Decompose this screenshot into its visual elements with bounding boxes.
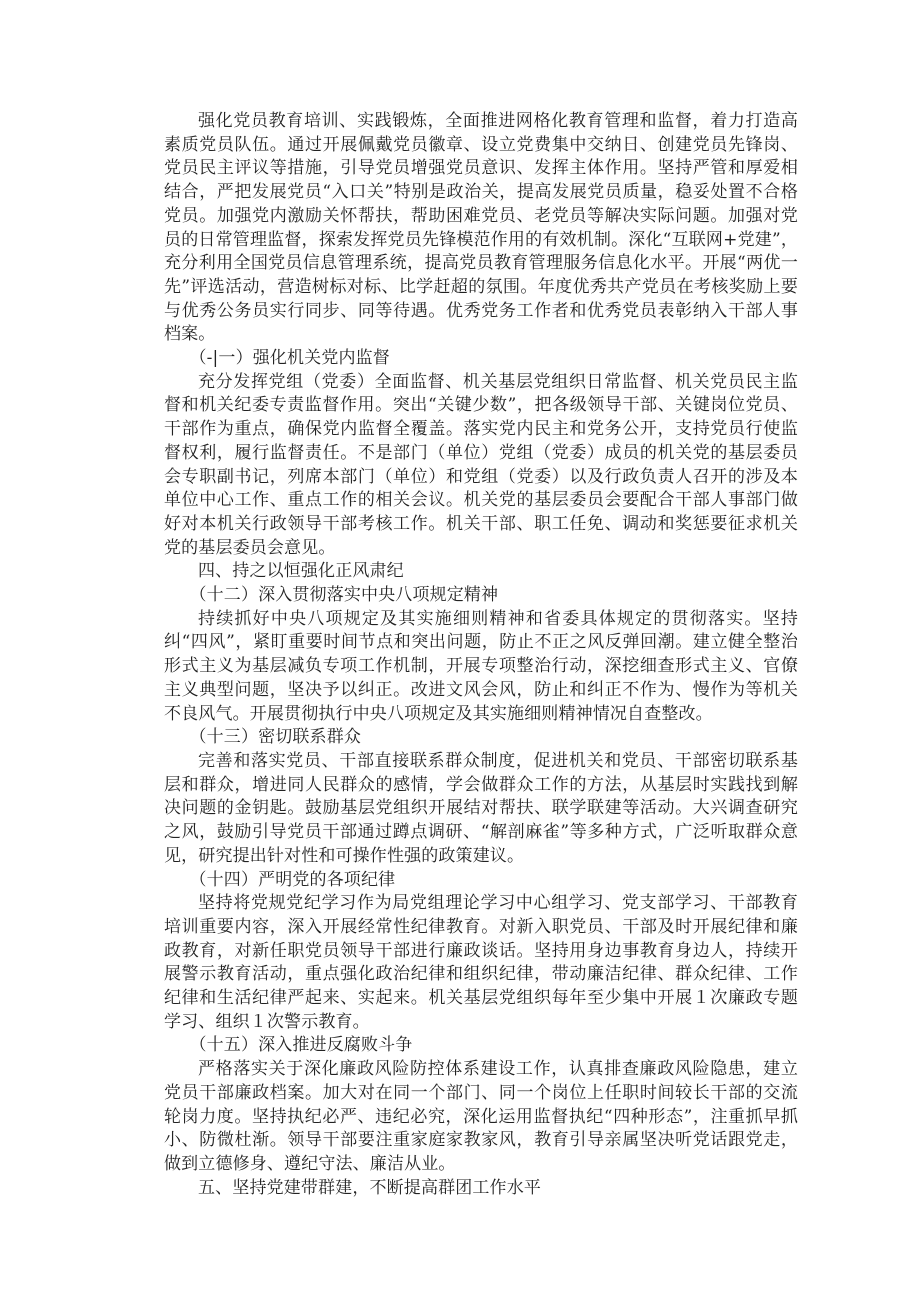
- para-party-discipline: 坚持将党规党纪学习作为局党组理论学习中心组学习、党支部学习、干部教育培训重要内容，深入开展经常性纪律教育。对新入职党员、干部及时开展纪律和廉政教育，对新任职党员领导干部进行廉政谈话。坚持用身边事教育身边人，持续开展警示教育活动，重点强化政治纪律和组织纪律，带动廉洁纪律、群众纪律、工作纪律和生活纪律严起来、实起来。机关基层党组织每年至少集中开展１次廉政专题学习、组织１次警示教育。: [164, 893, 798, 1032]
- heading-part-5: 五、坚持党建带群建，不断提高群团工作水平: [198, 1177, 541, 1198]
- para-contact-masses: 完善和落实党员、干部直接联系群众制度，促进机关和党员、干部密切联系基层和群众，增进同人民群众的感情，学会做群众工作的方法，从基层时实践找到解决问题的金钥匙。鼓励基层党组织开展结对帮扶、联学联建等活动。大兴调查研究之风，鼓励引导党员干部通过蹲点调研、“解剖麻雀”等多种方式，广泛听取群众意见，研究提出针对性和可操作性强的政策建议。: [164, 750, 798, 866]
- heading-part-4: 四、持之以恒强化正风肃纪: [198, 561, 404, 582]
- para-anti-corruption: 严格落实关于深化廉政风险防控体系建设工作，认真排查廉政风险隐患，建立党员干部廉政档案。加大对在同一个部门、同一个岗位上任职时间较长干部的交流轮岗力度。坚持执纪必严、违纪必究，深化运用监督执纪“四种形态”，注重抓早抓小、防微杜渐。领导干部要注重家庭家教家风，教育引导亲属坚决听党话跟党走，做到立德修身、遵纪守法、廉洁从业。: [164, 1059, 798, 1174]
- document-body: [164, 110, 798, 1200]
- para-eight-rules: 持续抓好中央八项规定及其实施细则精神和省委具体规定的贯彻落实。坚持纠“四风”，紧盯重要时间节点和突出问题，防止不正之风反弹回潮。建立健全整治形式主义为基层减负专项工作机制，开展专项整治行动，深挖细查形式主义、官僚主义典型问题，坚决予以纠正。改进文风会风，防止和纠正不作为、慢作为等机关不良风气。开展贯彻执行中央八项规定及其实施细则精神情况自查整改。: [164, 608, 798, 724]
- heading-section-14: （十四）严明党的各项纪律: [189, 869, 396, 890]
- para-education-training: 强化党员教育培训、实践锻炼，全面推进网格化教育管理和监督，着力打造高素质党员队伍。通过开展佩戴党员徽章、设立党费集中交纳日、创建党员先锋岗、党员民主评议等措施，引导党员增强党员意识、发挥主体作用。坚持严管和厚爱相结合，严把发展党员“入口关”特别是政治关，提高发展党员质量，稳妥处置不合格党员。加强党内激励关怀帮扶，帮助困难党员、老党员等解决实际问题。加强对党员的日常管理监督，探索发挥党员先锋模范作用的有效机制。深化“互联网+党建”，充分利用全国党员信息管理系统，提高党员教育管理服务信息化水平。开展“两优一先”评选活动，营造树标对标、比学赶超的氛围。年度优秀共产党员在考核奖励上要与优秀公务员实行同步、同等待遇。优秀党务工作者和优秀党员表彰纳入干部人事档案。: [164, 111, 798, 345]
- heading-section-12: （十二）深入贯彻落实中央八项规定精神: [189, 585, 499, 606]
- heading-section-11: （-|一）强化机关党内监督: [189, 348, 390, 369]
- heading-section-15: （十五）深入推进反腐败斗争: [189, 1035, 413, 1056]
- heading-section-13: （十三）密切联系群众: [189, 727, 361, 748]
- para-internal-supervision: 充分发挥党组（党委）全面监督、机关基层党组织日常监督、机关党员民主监督和机关纪委专责监督作用。突出“关键少数”，把各级领导干部、关键岗位党员、干部作为重点，确保党内监督全覆盖。落实党内民主和党务公开，支持党员行使监督权利，履行监督责任。不是部门（单位）党组（党委）成员的机关党的基层委员会专职副书记，列席本部门（单位）和党组（党委）以及行政负责人召开的涉及本单位中心工作、重点工作的相关会议。机关党的基层委员会要配合干部人事部门做好对本机关行政领导干部考核工作。机关干部、职工任免、调动和奖惩要征求机关党的基层委员会意见。: [164, 371, 798, 558]
